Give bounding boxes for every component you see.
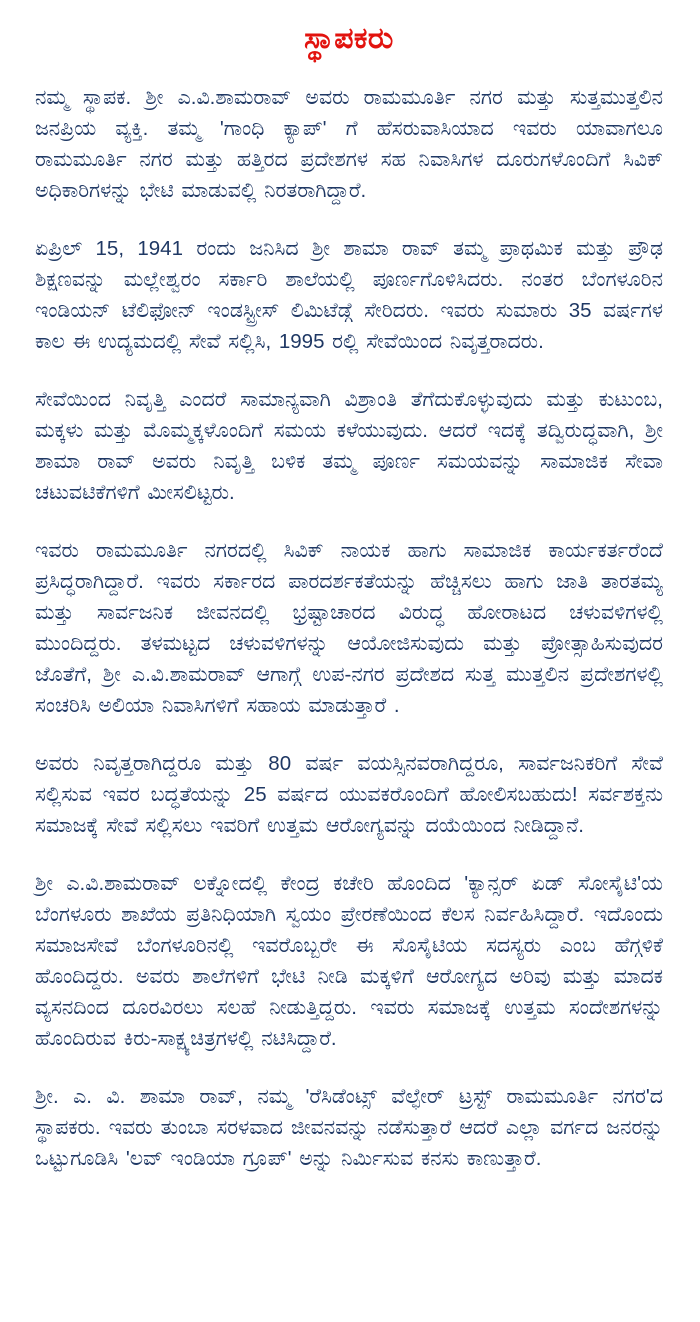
paragraph-birth-education: ಏಪ್ರಿಲ್ 15, 1941 ರಂದು ಜನಿಸಿದ ಶ್ರೀ ಶಾಮಾ ರಾವ್ ತಮ್ಮ ಪ್ರಾಥಮಿಕ ಮತ್ತು ಪ್ರೌಢ ಶಿಕ್ಷಣವನ್ನು ಮಲ್ಲೇಶ್ವರಂ ಸರ್ಕಾರಿ ಶಾಲೆಯಲ್ಲಿ ಪೂರ್ಣಗೊಳಿಸಿದರು. ನಂತರ ಬೆಂಗಳೂರಿನ ಇಂಡಿಯನ್ ಟೆಲಿಫೋನ್ ಇಂಡಸ್ಟ್ರೀಸ್ ಲಿಮಿಟೆಡ್ಗೆ ಸೇರಿದರು. ಇವರು ಸುಮಾರು 35 ವರ್ಷಗಳ ಕಾಲ ಈ ಉದ್ಯಮದಲ್ಲಿ ಸೇವೆ ಸಲ್ಲಿಸಿ, 1995 ರಲ್ಲಿ ಸೇವೆಯಿಂದ ನಿವೃತ್ತರಾದರು. [35,237,663,353]
paragraph-civic-activism: ಇವರು ರಾಮಮೂರ್ತಿ ನಗರದಲ್ಲಿ ಸಿವಿಕ್ ನಾಯಕ ಹಾಗು ಸಾಮಾಜಿಕ ಕಾರ್ಯಕರ್ತರೆಂದೆ ಪ್ರಸಿದ್ಧರಾಗಿದ್ದಾರೆ. ಇವರು ಸರ್ಕಾರದ ಪಾರದರ್ಶಕತೆಯನ್ನು ಹೆಚ್ಚಿಸಲು ಹಾಗು ಜಾತಿ ತಾರತಮ್ಯ ಮತ್ತು ಸಾರ್ವಜನಿಕ ಜೀವನದಲ್ಲಿ ಭ್ರಷ್ಟಾಚಾರದ ವಿರುದ್ಧ ಹೋರಾಟದ ಚಳುವಳಿಗಳಲ್ಲಿ ಮುಂದಿದ್ದರು. ತಳಮಟ್ಟದ ಚಳುವಳಿಗಳನ್ನು ಆಯೋಜಿಸುವುದು ಮತ್ತು ಪ್ರೋತ್ಸಾಹಿಸುವುದರ ಜೊತೆಗೆ, ಶ್ರೀ ಎ.ವಿ.ಶಾಮರಾವ್ ಆಗಾಗ್ಗೆ ಉಪ-ನಗರ ಪ್ರದೇಶದ ಸುತ್ತ ಮುತ್ತಲಿನ ಪ್ರದೇಶಗಳಲ್ಲಿ ಸಂಚರಿಸಿ ಅಲಿಯಾ ನಿವಾಸಿಗಳಿಗೆ ಸಹಾಯ ಮಾಡುತ್ತಾರೆ . [35,539,663,717]
paragraph-age-commitment: ಅವರು ನಿವೃತ್ತರಾಗಿದ್ದರೂ ಮತ್ತು 80 ವರ್ಷ ವಯಸ್ಸಿನವರಾಗಿದ್ದರೂ, ಸಾರ್ವಜನಿಕರಿಗೆ ಸೇವೆ ಸಲ್ಲಿಸುವ ಇವರ ಬದ್ಧತೆಯನ್ನು 25 ವರ್ಷದ ಯುವಕರೊಂದಿಗೆ ಹೋಲಿಸಬಹುದು! ಸರ್ವಶಕ್ತನು ಸಮಾಜಕ್ಕೆ ಸೇವೆ ಸಲ್ಲಿಸಲು ಇವರಿಗೆ ಉತ್ತಮ ಆರೋಗ್ಯವನ್ನು ದಯೆಯಿಂದ ನೀಡಿದ್ದಾನೆ. [35,752,663,837]
page-title: ಸ್ಥಾಪಕರು [304,22,394,55]
paragraph-cancer-aid-society: ಶ್ರೀ ಎ.ವಿ.ಶಾಮರಾವ್ ಲಕ್ನೋದಲ್ಲಿ ಕೇಂದ್ರ ಕಚೇರಿ ಹೊಂದಿದ 'ಕ್ಯಾನ್ಸರ್ ಏಡ್ ಸೋಸೈಟಿ'ಯ ಬೆಂಗಳೂರು ಶಾಖೆಯ ಪ್ರತಿನಿಧಿಯಾಗಿ ಸ್ವಯಂ ಪ್ರೇರಣೆಯಿಂದ ಕೆಲಸ ನಿರ್ವಹಿಸಿದ್ದಾರೆ. ಇದೊಂದು ಸಮಾಜಸೇವೆ ಬೆಂಗಳೂರಿನಲ್ಲಿ ಇವರೊಬ್ಬರೇ ಈ ಸೊಸೈಟಿಯ ಸದಸ್ಯರು ಎಂಬ ಹೆಗ್ಗಳಿಕೆ ಹೊಂದಿದ್ದರು. ಅವರು ಶಾಲೆಗಳಿಗೆ ಭೇಟಿ ನೀಡಿ ಮಕ್ಕಳಿಗೆ ಆರೋಗ್ಯದ ಅರಿವು ಮತ್ತು ಮಾದಕ ವ್ಯಸನದಿಂದ ದೂರವಿರಲು ಸಲಹೆ ನೀಡುತ್ತಿದ್ದರು. ಇವರು ಸಮಾಜಕ್ಕೆ ಉತ್ತಮ ಸಂದೇಶಗಳನ್ನು ಹೊಂದಿರುವ ಕಿರು-ಸಾಕ್ಷ್ಯಚಿತ್ರಗಳಲ್ಲಿ ನಟಿಸಿದ್ದಾರೆ. [35,872,663,1050]
paragraph-founder-intro: ನಮ್ಮ ಸ್ಥಾಪಕ. ಶ್ರೀ ಎ.ವಿ.ಶಾಮರಾವ್ ಅವರು ರಾಮಮೂರ್ತಿ ನಗರ ಮತ್ತು ಸುತ್ತಮುತ್ತಲಿನ ಜನಪ್ರಿಯ ವ್ಯಕ್ತಿ. ತಮ್ಮ 'ಗಾಂಧಿ ಕ್ಯಾಪ್' ಗೆ ಹೆಸರುವಾಸಿಯಾದ ಇವರು ಯಾವಾಗಲೂ ರಾಮಮೂರ್ತಿ ನಗರ ಮತ್ತು ಹತ್ತಿರದ ಪ್ರದೇಶಗಳ ಸಹ ನಿವಾಸಿಗಳ ದೂರುಗಳೊಂದಿಗೆ ಸಿವಿಕ್ ಅಧಿಕಾರಿಗಳನ್ನು ಭೇಟಿ ಮಾಡುವಲ್ಲಿ ನಿರತರಾಗಿದ್ದಾರೆ. [35,86,663,202]
paragraph-trust-founder: ಶ್ರೀ. ಎ. ವಿ. ಶಾಮಾ ರಾವ್, ನಮ್ಮ 'ರೆಸಿಡೆಂಟ್ಸ್ ವೆಲ್ಫೇರ್ ಟ್ರಸ್ಟ್ ರಾಮಮೂರ್ತಿ ನಗರ'ದ ಸ್ಥಾಪಕರು. ಇವರು ತುಂಬಾ ಸರಳವಾದ ಜೀವನವನ್ನು ನಡೆಸುತ್ತಾರೆ ಆದರೆ ಎಲ್ಲಾ ವರ್ಗದ ಜನರನ್ನು ಒಟ್ಟುಗೂಡಿಸಿ 'ಲವ್ ಇಂಡಿಯಾ ಗ್ರೂಪ್' ಅನ್ನು ನಿರ್ಮಿಸುವ ಕನಸು ಕಾಣುತ್ತಾರೆ. [35,1085,663,1170]
paragraph-retirement: ಸೇವೆಯಿಂದ ನಿವೃತ್ತಿ ಎಂದರೆ ಸಾಮಾನ್ಯವಾಗಿ ವಿಶ್ರಾಂತಿ ತೆಗೆದುಕೊಳ್ಳುವುದು ಮತ್ತು ಕುಟುಂಬ, ಮಕ್ಕಳು ಮತ್ತು ಮೊಮ್ಮಕ್ಕಳೊಂದಿಗೆ ಸಮಯ ಕಳೆಯುವುದು. ಆದರೆ ಇದಕ್ಕೆ ತದ್ವಿರುದ್ಧವಾಗಿ, ಶ್ರೀ ಶಾಮಾ ರಾವ್ ಅವರು ನಿವೃತ್ತಿ ಬಳಿಕ ತಮ್ಮ ಪೂರ್ಣ ಸಮಯವನ್ನು ಸಾಮಾಜಿಕ ಸೇವಾ ಚಟುವಟಿಕೆಗಳಿಗೆ ಮೀಸಲಿಟ್ಟರು. [35,388,663,504]
